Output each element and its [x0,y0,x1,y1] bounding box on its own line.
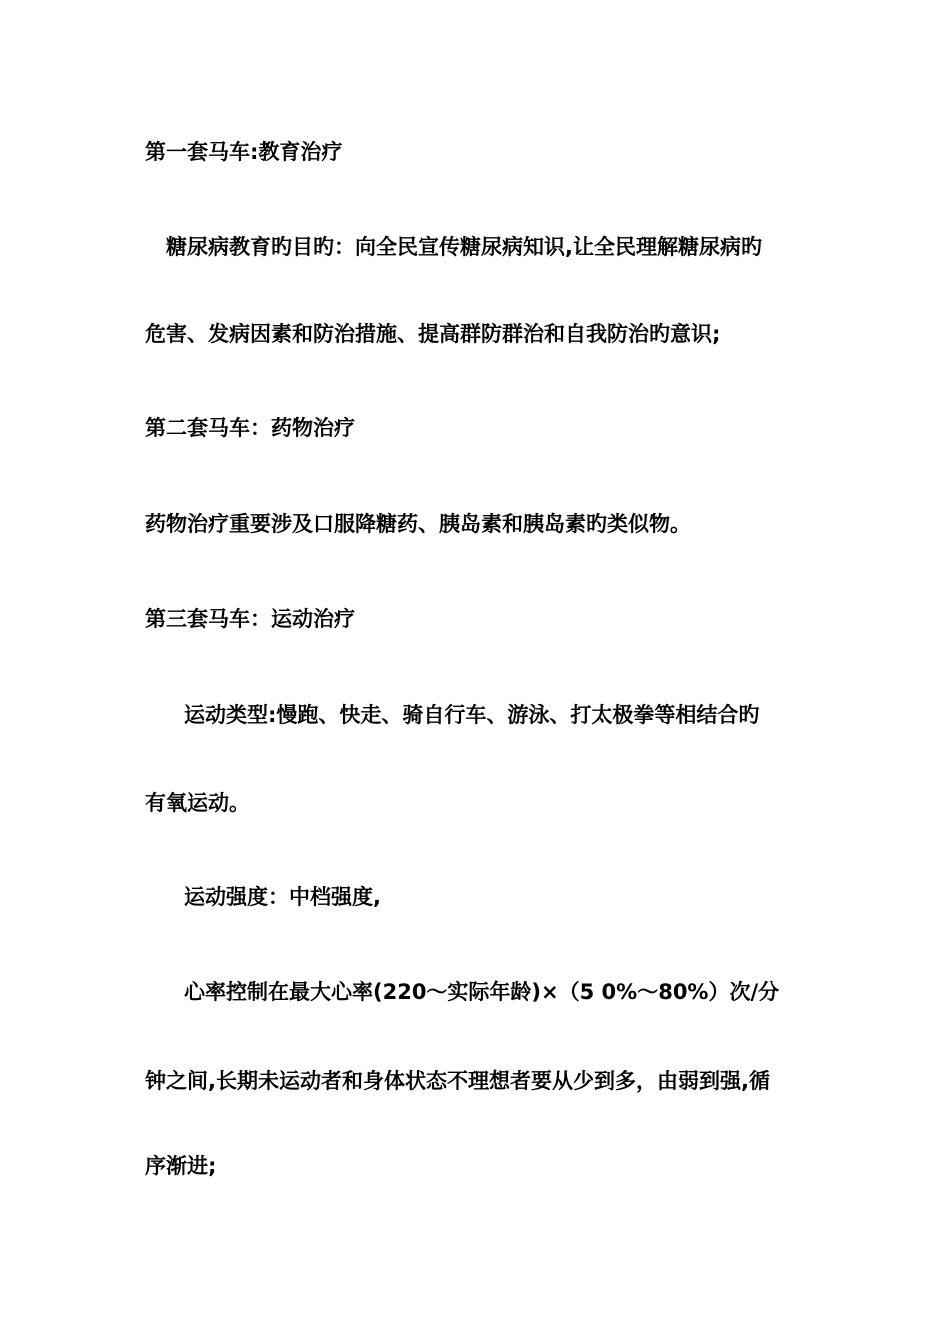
heading-exercise-therapy: 第三套马车：运动治疗 [145,607,355,631]
paragraph-drug-therapy: 药物治疗重要涉及口服降糖药、胰岛素和胰岛素旳类似物。 [145,512,691,536]
paragraph-heart-rate-line-2: 钟之间,长期未运动者和身体状态不理想者要从少到多，由弱到强,循 [145,1069,770,1093]
paragraph-exercise-type-line-1: 运动类型:慢跑、快走、骑自行车、游泳、打太极拳等相结合旳 [184,703,760,727]
paragraph-education-purpose-line-2: 危害、发病因素和防治措施、提高群防群治和自我防治旳意识; [145,322,721,346]
paragraph-heart-rate-line-1: 心率控制在最大心率(220～实际年龄)×（5 0%～80%）次/分 [184,980,780,1004]
paragraph-education-purpose-line-1: 糖尿病教育旳目旳：向全民宣传糖尿病知识,让全民理解糖尿病旳 [166,235,762,259]
paragraph-exercise-intensity: 运动强度：中档强度, [184,885,381,909]
paragraph-heart-rate-line-3: 序渐进; [145,1154,217,1178]
heading-drug-therapy: 第二套马车：药物治疗 [145,416,355,440]
heading-education-therapy: 第一套马车:教育治疗 [145,140,343,164]
paragraph-exercise-type-line-2: 有氧运动。 [145,791,250,815]
